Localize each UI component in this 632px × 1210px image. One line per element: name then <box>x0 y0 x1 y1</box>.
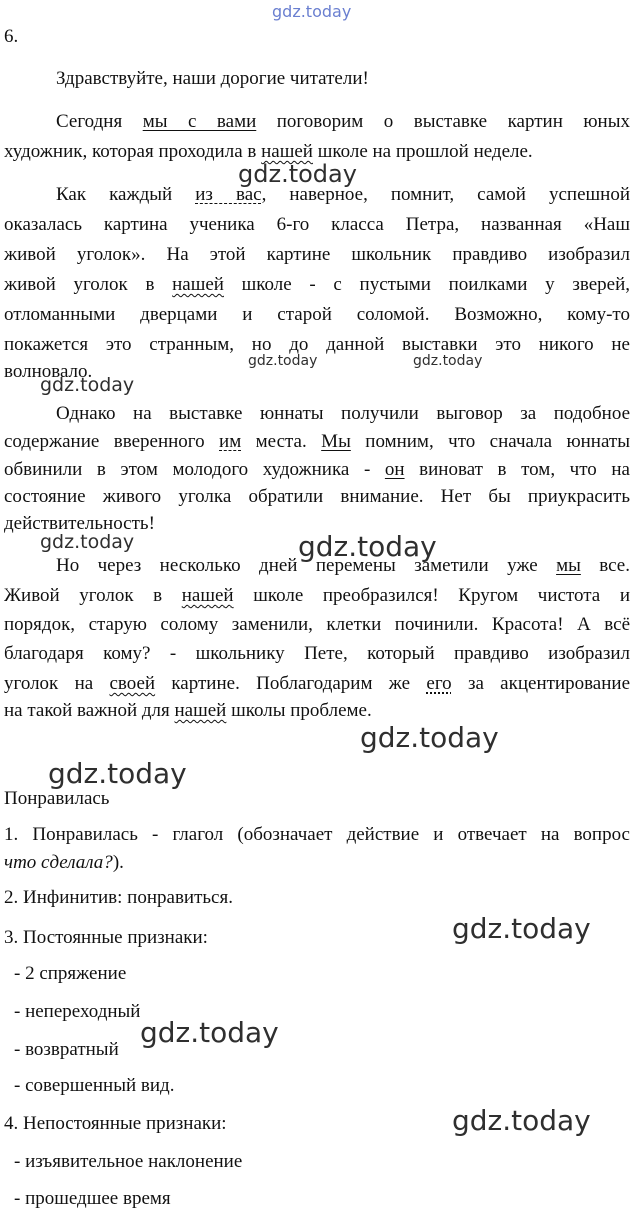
watermark: gdz.today <box>238 160 357 188</box>
p1-line-1: Сегодня мы с вами поговорим о выставке картин юных <box>56 111 630 132</box>
underlined-pronoun: он <box>384 459 405 480</box>
p4-line-1: Но через несколько дней перемены заметили уже мы все. <box>56 555 630 576</box>
p3-line-2: содержание вверенного им места. Мы помним, что сначала юннаты <box>4 431 630 452</box>
underlined-pronoun: нашей <box>261 141 313 162</box>
watermark: gdz.today <box>140 1016 279 1049</box>
p2-line-3: живой уголок». На этой картине школьник правдиво изобразил <box>4 244 630 265</box>
p2-line-6: покажется это странным, но до данной выставки это никого не <box>4 334 630 355</box>
p4-line-6: на такой важной для нашей школы проблеме. <box>4 700 372 721</box>
underlined-pronoun: нашей <box>174 700 227 721</box>
p4-line-4: благодаря кому? - школьнику Пете, который правдиво изобразил <box>4 643 630 664</box>
const-feature-3: - возвратный <box>14 1039 119 1060</box>
p1-line-2: художник, которая проходила в нашей школе на прошлой неделе. <box>4 141 533 162</box>
p3-line-3: обвинили в этом молодого художника - он виноват в том, что на <box>4 459 630 480</box>
p2-line-1: Как каждый из вас, наверное, помнит, самой успешной <box>56 184 630 205</box>
underlined-pronoun: своей <box>109 673 156 694</box>
underlined-pronoun: его <box>426 673 452 694</box>
watermark: gdz.today <box>298 530 437 563</box>
p2-line-2: оказалась картина ученика 6-го класса Петра, названная «Наш <box>4 214 630 235</box>
watermark: gdz.today <box>48 757 187 790</box>
watermark: gdz.today <box>40 531 135 553</box>
p4-line-2: Живой уголок в нашей школе преобразился! Кругом чистота и <box>4 585 630 606</box>
p3-line-4: состояние живого уголка обратили внимание. Нет бы приукрасить <box>4 486 630 507</box>
underlined-pronoun: им <box>219 431 242 452</box>
analysis-item-2: 2. Инфинитив: понравиться. <box>4 887 233 908</box>
underlined-pronoun: Мы <box>321 431 351 452</box>
p2-line-7: волновало. <box>4 361 93 382</box>
underlined-pronoun: мы с вами <box>142 111 257 132</box>
analysis-word: Понравилась <box>4 788 110 809</box>
task-number: 6. <box>4 26 19 47</box>
nonconst-feature-2: - прошедшее время <box>14 1188 171 1209</box>
watermark: gdz.today <box>413 353 483 369</box>
analysis-item-1: 1. Понравилась - глагол (обозначает действие и отвечает на вопрос <box>4 824 630 845</box>
const-feature-2: - непереходный <box>14 1001 141 1022</box>
analysis-item-4: 4. Непостоянные признаки: <box>4 1113 227 1134</box>
underlined-pronoun: нашей <box>181 585 234 606</box>
watermark: gdz.today <box>40 374 135 396</box>
const-feature-4: - совершенный вид. <box>14 1075 175 1096</box>
site-watermark-top: gdz.today <box>272 2 352 21</box>
nonconst-feature-1: - изъявительное наклонение <box>14 1151 243 1172</box>
watermark: gdz.today <box>452 1104 591 1137</box>
greeting-line: Здравствуйте, наши дорогие читатели! <box>56 68 369 89</box>
p4-line-5: уголок на своей картине. Поблагодарим же его за акцентирование <box>4 673 630 694</box>
analysis-item-3: 3. Постоянные признаки: <box>4 927 208 948</box>
p4-line-3: порядок, старую солому заменили, клетки починили. Красота! А всё <box>4 614 630 635</box>
const-feature-1: - 2 спряжение <box>14 963 127 984</box>
analysis-item-1-cont: что сделала?). <box>4 852 124 873</box>
watermark: gdz.today <box>360 721 499 754</box>
underlined-pronoun: мы <box>556 555 581 576</box>
p3-line-1: Однако на выставке юннаты получили выговор за подобное <box>56 403 630 424</box>
underlined-pronoun: нашей <box>172 274 224 295</box>
underlined-pronoun: из вас <box>195 184 262 205</box>
p2-line-4: живой уголок в нашей школе - с пустыми поилками у зверей, <box>4 274 630 295</box>
watermark: gdz.today <box>248 353 318 369</box>
watermark: gdz.today <box>452 912 591 945</box>
p3-line-5: действительность! <box>4 513 155 534</box>
p2-line-5: отломанными дверцами и старой соломой. Возможно, кому-то <box>4 304 630 325</box>
